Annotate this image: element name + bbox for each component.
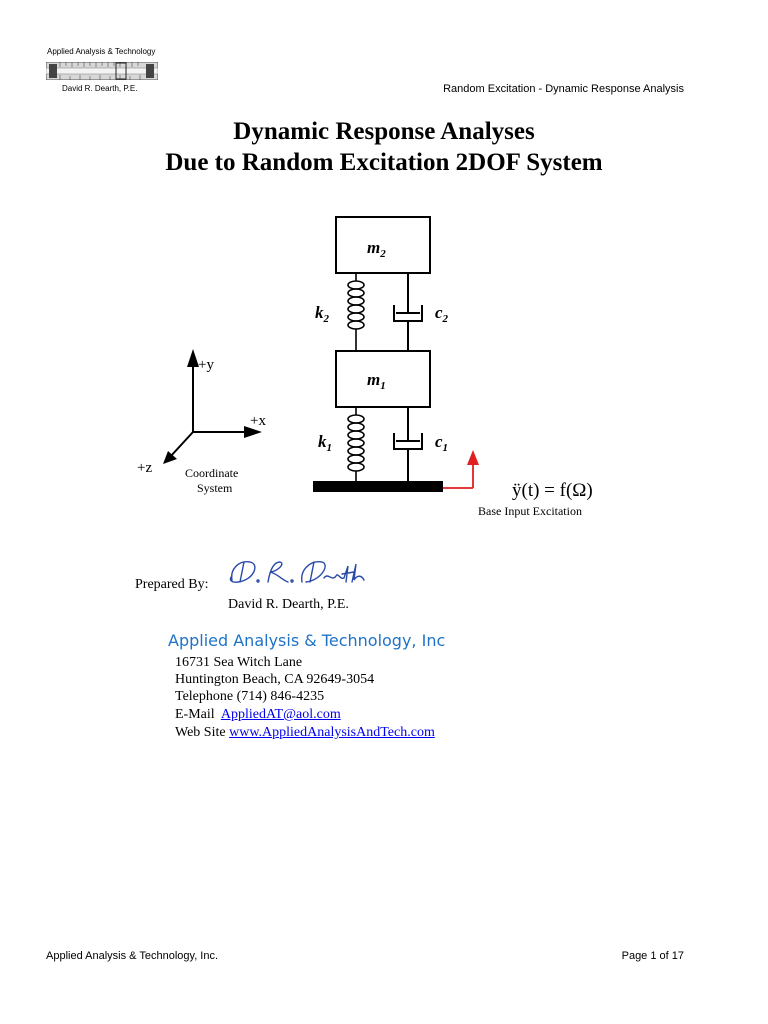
coordinate-label-line-2: System xyxy=(197,481,233,495)
excitation-arrow xyxy=(443,450,479,488)
excitation-label: Base Input Excitation xyxy=(478,504,582,518)
signature-image xyxy=(218,552,368,592)
coordinate-label-line-1: Coordinate xyxy=(185,466,239,480)
base-plate xyxy=(313,481,443,492)
author-name: David R. Dearth, P.E. xyxy=(228,597,349,612)
slide-rule-logo xyxy=(46,62,158,80)
email-label: E-Mail xyxy=(175,707,215,722)
mass-m1 xyxy=(336,351,430,407)
axis-z-label: +z xyxy=(137,460,153,476)
mass-m1-label: m xyxy=(367,370,381,389)
mass-m2-label: m xyxy=(367,238,381,257)
axis-x-label: +x xyxy=(250,413,266,429)
svg-text:m1: $m_1$ xyxy=(367,370,386,392)
page-title-line-2: Due to Random Excitation 2DOF System xyxy=(165,149,603,176)
mass-m2 xyxy=(336,217,430,273)
svg-text:c2: $c_2$ xyxy=(435,303,449,325)
svg-text:c1: $c_1$ xyxy=(435,432,449,454)
website-link[interactable]: www.AppliedAnalysisAndTech.com xyxy=(229,725,435,740)
two-dof-system-diagram xyxy=(130,205,630,530)
page-number: Page 1 of 17 xyxy=(621,950,684,962)
svg-text:k2: $k_2$ xyxy=(315,303,329,325)
company-name: Applied Analysis & Technology, Inc xyxy=(168,631,446,650)
header-company: Applied Analysis & Technology xyxy=(47,47,156,56)
spring-k2 xyxy=(348,273,364,351)
prepared-by-label: Prepared By: xyxy=(135,577,209,592)
city-state-zip: Huntington Beach, CA 92649-3054 xyxy=(175,672,375,687)
email-line xyxy=(175,706,341,723)
spring-k2-label: k xyxy=(315,303,324,322)
damper-c2-label: c xyxy=(435,303,443,322)
email-link[interactable]: AppliedAT@aol.com xyxy=(220,707,341,722)
spring-k1-label: k xyxy=(318,432,327,451)
excitation-equation: ÿ(t) = f(Ω) xyxy=(512,480,593,501)
website-line xyxy=(175,724,435,741)
damper-c1 xyxy=(394,407,422,481)
damper-c2 xyxy=(394,273,422,351)
svg-text:k1: $k_1$ xyxy=(318,432,332,454)
header-document-title: Random Excitation - Dynamic Response Analysis xyxy=(443,83,684,95)
street-address: 16731 Sea Witch Lane xyxy=(175,655,303,670)
page-title-line-1: Dynamic Response Analyses xyxy=(233,118,535,145)
footer-company: Applied Analysis & Technology, Inc. xyxy=(46,950,219,962)
damper-c1-label: c xyxy=(435,432,443,451)
header-author: David R. Dearth, P.E. xyxy=(62,84,138,93)
spring-k1 xyxy=(348,407,364,481)
website-label: Web Site xyxy=(175,725,226,740)
svg-text:m2: $m_2$ xyxy=(367,238,386,260)
telephone: Telephone (714) 846-4235 xyxy=(175,689,325,704)
axis-y-label: +y xyxy=(198,357,214,373)
